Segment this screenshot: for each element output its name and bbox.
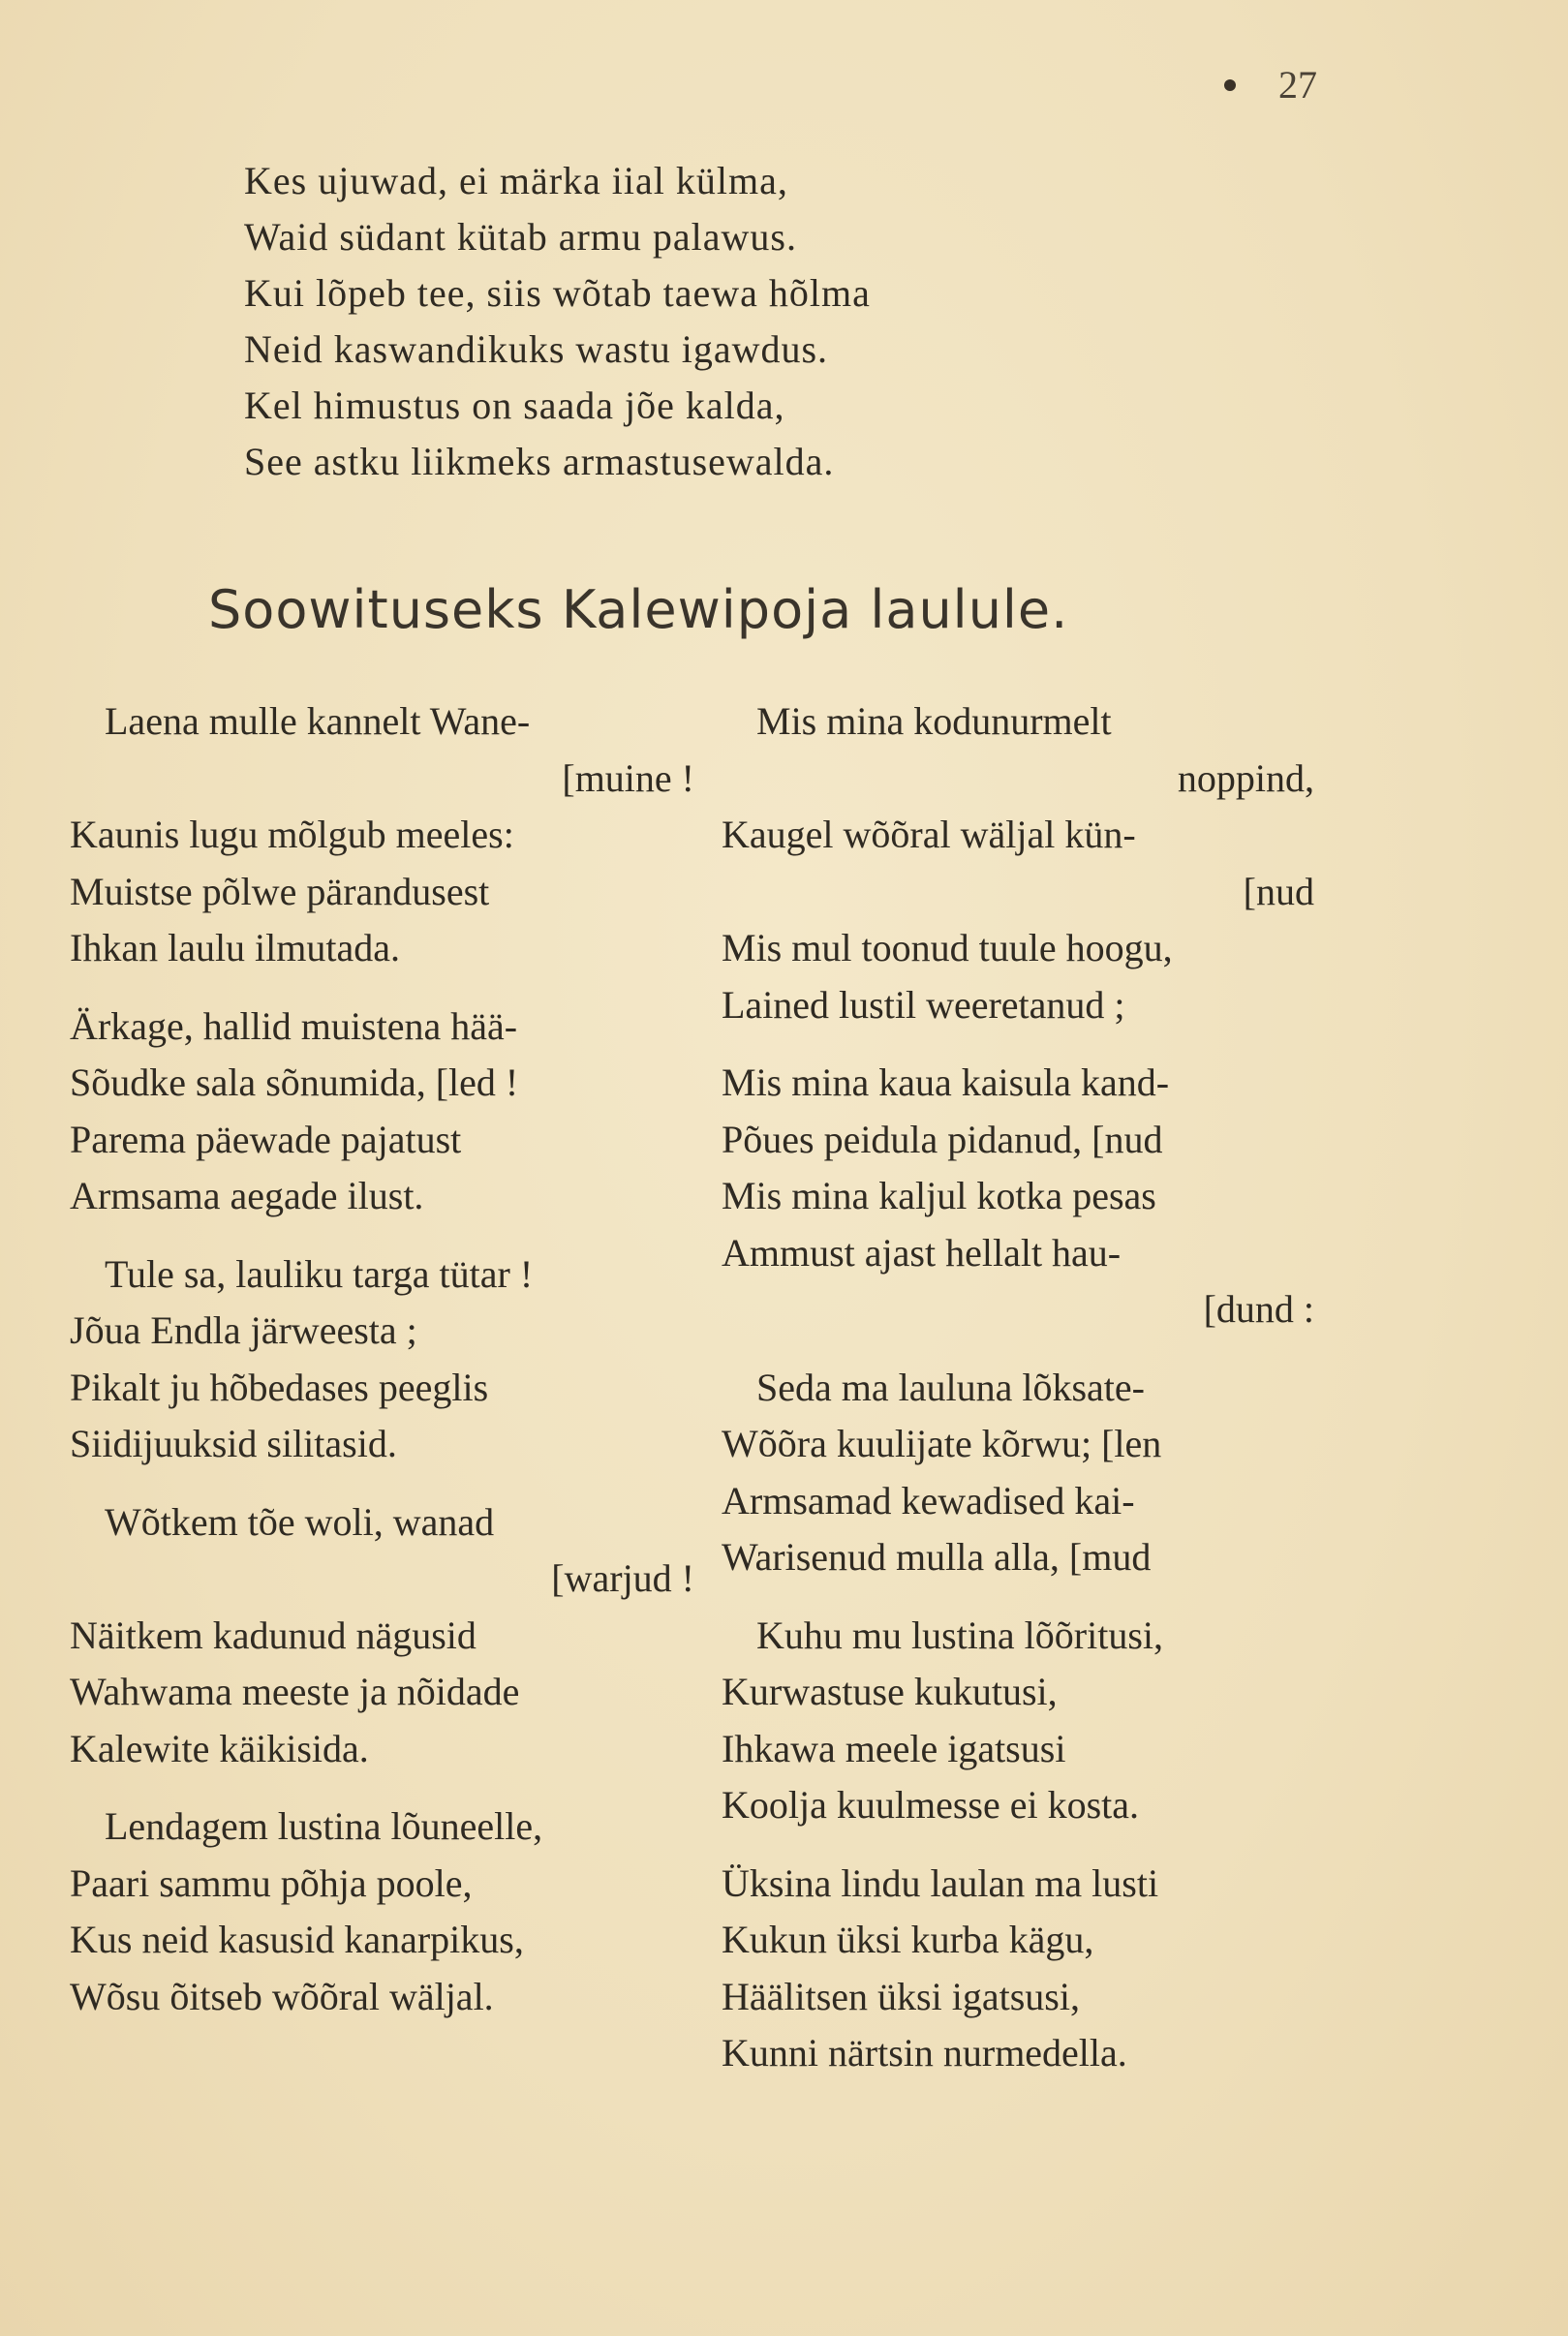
stanza [722,1360,1314,1586]
verse-line: See astku liikmeks armastusewalda. [244,440,835,483]
verse-line: Kukun üksi kurba kägu, [722,1918,1094,1961]
verse-line: Warisenud mulla alla, [mud [722,1535,1152,1579]
stanza [722,1055,1314,1338]
verse-line: Laena mulle kannelt Wane- [105,699,531,743]
verse-line: Seda ma lauluna lõksate- [756,1365,1145,1409]
poem-title: Soowituseks Kalewipoja laulule. [208,579,1069,640]
stanza [722,1608,1314,1834]
page-number: 27 [1278,63,1317,107]
verse-line: Mis mina kodunurmelt [756,699,1112,743]
verse-line: Lained lustil weeretanud ; [722,982,1125,1027]
verse-line: Kuhu mu lustina lõõritusi, [756,1613,1163,1657]
top-stanza [244,153,871,490]
verse-line: Kunni närtsin nurmedella. [722,2031,1127,2075]
verse-line: Armsamad kewadised kai- [722,1478,1135,1522]
stanza [70,1494,694,1778]
verse-line: Ärkage, hallid muistena hää- [70,1003,518,1048]
verse-line: Paari sammu põhja poole, [70,1860,473,1905]
verse-line: Üksina lindu laulan ma lusti [722,1860,1159,1905]
verse-line: Põues peidula pidanud, [nud [722,1117,1163,1161]
verse-line: Kalewite käikisida. [70,1726,369,1770]
verse-line: Koolja kuulmesse ei kosta. [722,1783,1140,1827]
verse-line: noppind, [1177,755,1314,800]
verse-line: Mis mina kaljul kotka pesas [722,1174,1156,1217]
stanza [70,999,694,1225]
verse-line: Kel himustus on saada jõe kalda, [244,384,785,427]
verse-line: Ihkawa meele igatsusi [722,1726,1066,1770]
verse-line: Ammust ajast hellalt hau- [722,1230,1122,1275]
stanza [722,693,1314,1033]
left-column [70,693,694,2046]
verse-line: Pikalt ju hõbedases peeglis [70,1365,489,1409]
verse-line: Wõõra kuulijate kõrwu; [len [722,1422,1162,1465]
stanza [722,1856,1314,2082]
verse-line: Tule sa, lauliku targa tütar ! [105,1251,534,1296]
verse-line: Kaunis lugu mõlgub meeles: [70,813,514,856]
verse-line: Kurwastuse kukutusi, [722,1670,1058,1713]
verse-line: Lendagem lustina lõuneelle, [105,1804,543,1848]
verse-line: Mis mul toonud tuule hoogu, [722,926,1173,969]
verse-line: [muine ! [562,755,694,800]
verse-line: Ihkan laulu ilmutada. [70,926,401,969]
stanza [70,1798,694,2025]
verse-line: [nud [1243,869,1314,913]
verse-line: Armsama aegade ilust. [70,1174,424,1217]
verse-line: Wõtkem tõe woli, wanad [105,1499,495,1544]
verse-line: Häälitsen üksi igatsusi, [722,1974,1080,2018]
verse-line: Kus neid kasusid kanarpikus, [70,1918,524,1961]
verse-line: Mis mina kaua kaisula kand- [722,1060,1170,1104]
verse-line: Parema päewade pajatust [70,1117,462,1161]
stanza [70,1246,694,1473]
verse-line: [dund : [1203,1287,1314,1331]
verse-line: Sõudke sala sõnumida, [led ! [70,1060,519,1104]
verse-line: Kaugel wõõral wäljal kün- [722,813,1136,856]
verse-line: Kui lõpeb tee, siis wõtab taewa hõlma [244,271,871,315]
verse-line: Siidijuuksid silitasid. [70,1422,397,1465]
verse-line: Waid südant kütab armu palawus. [244,215,797,259]
verse-line: Neid kaswandikuks wastu igawdus. [244,327,829,371]
right-column [722,693,1314,2104]
page-mark [1224,79,1236,91]
verse-line: Näitkem kadunud nägusid [70,1613,477,1657]
verse-line: Muistse põlwe pärandusest [70,869,490,913]
verse-line: Wahwama meeste ja nõidade [70,1670,520,1713]
verse-line: Jõua Endla järweesta ; [70,1308,417,1352]
verse-line: Kes ujuwad, ei märka iial külma, [244,159,788,202]
stanza [70,693,694,977]
verse-line: [warjud ! [551,1556,694,1600]
verse-line: Wõsu õitseb wõõral wäljal. [70,1974,494,2018]
